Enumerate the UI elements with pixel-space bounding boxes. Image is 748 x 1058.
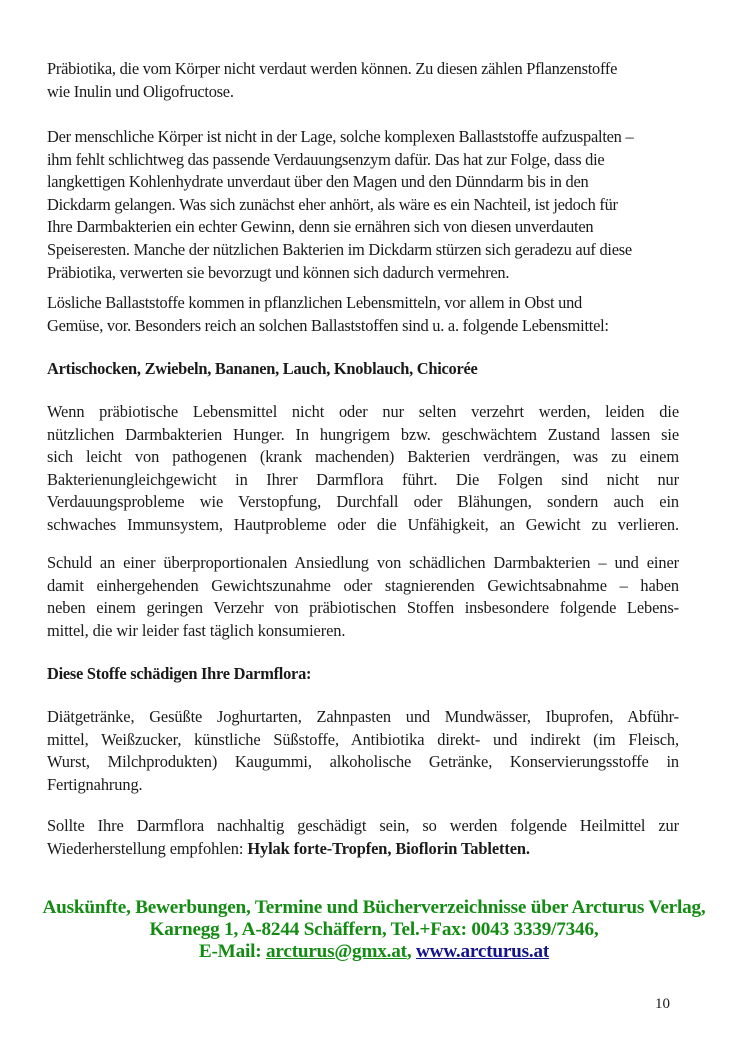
publisher-footer bbox=[0, 897, 748, 963]
fiber-foods-list bbox=[47, 358, 679, 381]
text-line: Dickdarm gelangen. Was sich zunächst eher anhört, als wäre es ein Nachteil, ist jedoch für bbox=[47, 194, 618, 214]
text-line: mittel, Weißzucker, künstliche Süßstoffe, Antibiotika direkt- und indirekt (im Fleisch, bbox=[47, 729, 679, 749]
paragraph-6 bbox=[47, 552, 679, 642]
paragraph-8 bbox=[47, 706, 679, 796]
paragraph-1 bbox=[47, 58, 679, 103]
paragraph-9 bbox=[47, 815, 679, 860]
text-line: Bakterienungleichgewicht in Ihrer Darmflora führt. Die Folgen sind nicht nur bbox=[47, 469, 679, 489]
text-line: Diätgetränke, Gesüßte Joghurtarten, Zahnpasten und Mundwässer, Ibuprofen, Abführ- bbox=[47, 707, 679, 726]
footer-line-3 bbox=[0, 941, 748, 963]
paragraph-3 bbox=[47, 292, 679, 337]
footer-line-1: Auskünfte, Bewerbungen, Termine und Bücherverzeichnisse über Arcturus Verlag, bbox=[42, 897, 706, 918]
text-line: Lösliche Ballaststoffe kommen in pflanzlichen Lebensmitteln, vor allem in Obst und bbox=[47, 293, 582, 312]
text-line: Schuld an einer überproportionalen Ansiedlung von schädlichen Darmbakterien – und einer bbox=[47, 553, 679, 572]
text-line: langkettigen Kohlenhydrate unverdaut über den Magen und den Dünndarm bis in den bbox=[47, 172, 589, 192]
page-number: 10 bbox=[655, 996, 670, 1012]
text-line: neben einem geringen Verzehr von präbiotischen Stoffen insbesondere folgende Lebens- bbox=[47, 598, 679, 618]
email-link[interactable]: arcturus@gmx.at bbox=[266, 941, 407, 962]
text-line: Präbiotika, verwerten sie bevorzugt und können sich dadurch vermehren. bbox=[47, 262, 510, 282]
harmful-substances-heading bbox=[47, 663, 679, 686]
email-label: E-Mail: bbox=[198, 941, 267, 962]
text-line: damit einhergehenden Gewichtszunahme oder stagnierenden Gewichtsabnahme – haben bbox=[47, 575, 679, 595]
text-line: Wurst, Milchprodukten) Kaugummi, alkoholische Getränke, Konservierungsstoffe in bbox=[47, 752, 679, 772]
paragraph-2 bbox=[47, 126, 679, 284]
text-line: nützlichen Darmbakterien Hunger. In hungrigem bzw. geschwächtem Zustand lassen sie bbox=[47, 424, 679, 444]
text-line: schwaches Immunsystem, Hautprobleme oder die Unfähigkeit, an Gewicht zu verlieren. bbox=[47, 514, 679, 534]
text-line: Der menschliche Körper ist nicht in der Lage, solche komplexen Ballaststoffe aufzuspalten – bbox=[47, 127, 634, 146]
text-line: wie Inulin und Oligofructose. bbox=[47, 81, 234, 101]
website-link[interactable]: www.arcturus.at bbox=[416, 941, 550, 962]
text-line: Diese Stoffe schädigen Ihre Darmflora: bbox=[47, 664, 312, 683]
text-line: Speiseresten. Manche der nützlichen Bakterien im Dickdarm stürzen sich geradezu auf diese bbox=[47, 239, 632, 259]
text-line: Sollte Ihre Darmflora nachhaltig geschädigt sein, so werden folgende Heilmittel zur bbox=[47, 816, 679, 835]
text-line: Präbiotika, die vom Körper nicht verdaut werden können. Zu diesen zählen Pflanzenstoffe bbox=[47, 59, 618, 78]
separator: , bbox=[406, 941, 417, 962]
footer-line-2: Karnegg 1, A-8244 Schäffern, Tel.+Fax: 0043 3339/7346, bbox=[149, 919, 599, 940]
paragraph-5 bbox=[47, 401, 679, 537]
text-line: mittel, die wir leider fast täglich konsumieren. bbox=[47, 620, 346, 640]
text-line bbox=[47, 838, 679, 861]
recommended-remedies: Hylak forte-Tropfen, Bioflorin Tabletten. bbox=[247, 838, 530, 858]
text-line: ihm fehlt schlichtweg das passende Verdauungsenzym dafür. Das hat zur Folge, dass die bbox=[47, 149, 605, 169]
text-line: Ihre Darmbakterien ein echter Gewinn, denn sie ernähren sich von diesen unverdauten bbox=[47, 217, 594, 237]
text-line: Verdauungsprobleme wie Verstopfung, Durchfall oder Blähungen, sondern auch ein bbox=[47, 492, 679, 512]
text-line: Artischocken, Zwiebeln, Bananen, Lauch, Knoblauch, Chicorée bbox=[47, 359, 478, 378]
text-line: Fertignahrung. bbox=[47, 774, 143, 794]
text-line: Gemüse, vor. Besonders reich an solchen Ballaststoffen sind u. a. folgende Lebensmittel: bbox=[47, 315, 609, 335]
text-line: Wenn präbiotische Lebensmittel nicht oder nur selten verzehrt werden, leiden die bbox=[47, 402, 679, 421]
text-line: sich leicht von pathogenen (krank machenden) Bakterien verdrängen, was zu einem bbox=[47, 447, 679, 467]
text-plain: Wiederherstellung empfohlen: bbox=[47, 838, 248, 858]
